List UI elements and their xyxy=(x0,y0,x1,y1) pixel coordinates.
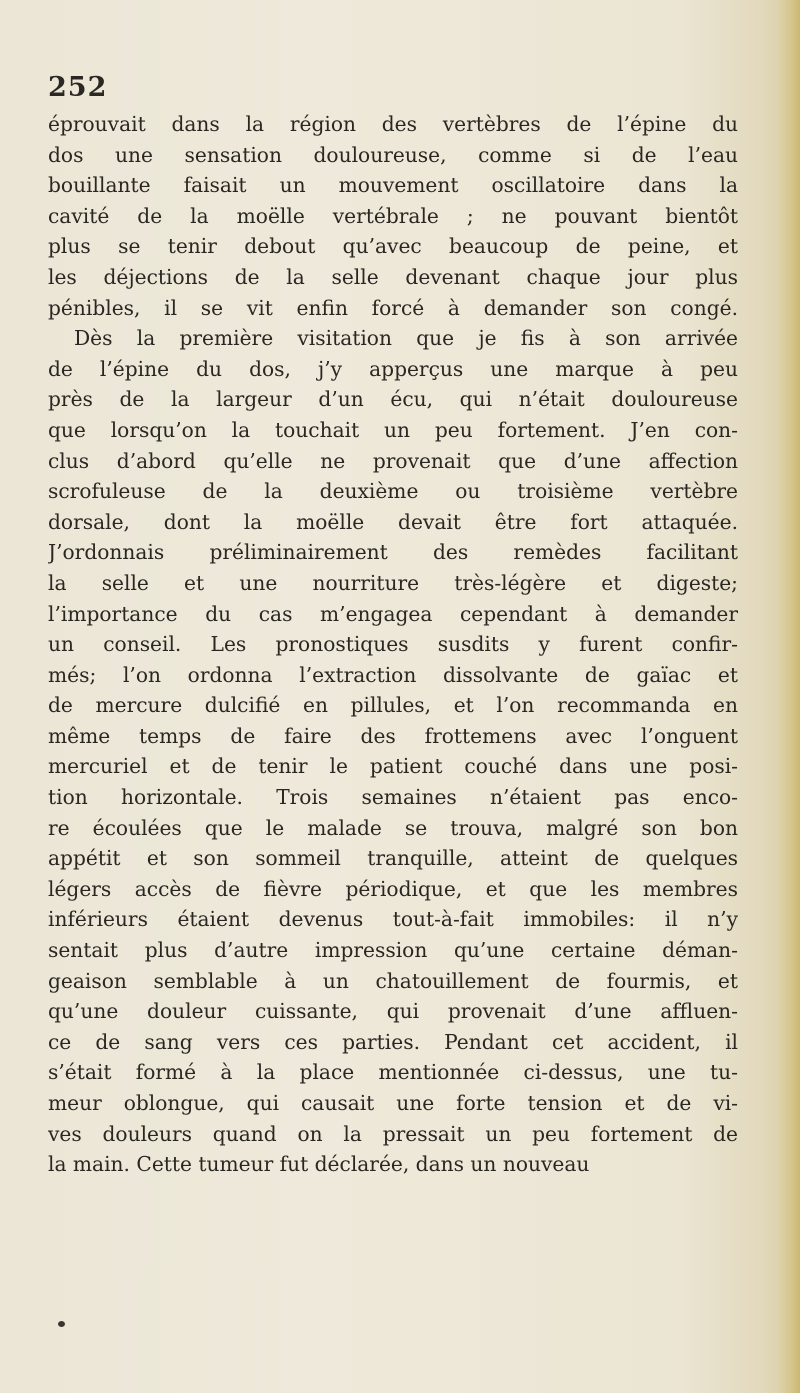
paragraph-start-line: Dès la première visitation que je fis à son arrivée xyxy=(74,326,738,351)
text-line: les déjections de la selle devenant chaque jour plus xyxy=(48,264,738,289)
text-line: scrofuleuse de la deuxième ou troisième vertèbre xyxy=(48,479,738,504)
page-number: 252 xyxy=(48,72,108,103)
text-line: cavité de la moëlle vertébrale ; ne pouvant bientôt xyxy=(48,203,738,228)
body-text xyxy=(48,109,738,1180)
text-line: un conseil. Les pronostiques susdits y furent confir- xyxy=(48,632,738,657)
text-line: inférieurs étaient devenus tout-à-fait immobiles: il n’y xyxy=(48,907,738,932)
text-line: bouillante faisait un mouvement oscillatoire dans la xyxy=(48,173,738,198)
text-line: clus d’abord qu’elle ne provenait que d’une affection xyxy=(48,448,738,473)
text-line: J’ordonnais préliminairement des remèdes facilitant xyxy=(48,540,738,565)
text-line: geaison semblable à un chatouillement de fourmis, et xyxy=(48,968,738,993)
text-line: que lorsqu’on la touchait un peu fortement. J’en con- xyxy=(48,417,738,442)
text-line: plus se tenir debout qu’avec beaucoup de peine, et xyxy=(48,234,738,259)
text-line: qu’une douleur cuissante, qui provenait d’une affluen- xyxy=(48,999,738,1024)
text-line: meur oblongue, qui causait une forte tension et de vi- xyxy=(48,1091,738,1115)
text-line: l’importance du cas m’engagea cependant à demander xyxy=(48,601,738,626)
text-line: ves douleurs quand on la pressait un peu fortement de xyxy=(48,1121,738,1146)
text-line: dorsale, dont la moëlle devait être fort attaquée. xyxy=(48,509,738,534)
text-line: près de la largeur d’un écu, qui n’était douloureuse xyxy=(48,387,738,412)
text-line: s’était formé à la place mentionnée ci-dessus, une tu- xyxy=(48,1060,738,1085)
text-line: éprouvait dans la région des vertèbres de l’épine du xyxy=(48,112,738,136)
text-line: tion horizontale. Trois semaines n’étaient pas enco- xyxy=(48,785,738,810)
text-line: de mercure dulcifié en pillules, et l’on recommanda en xyxy=(48,693,738,718)
text-line: re écoulées que le malade se trouva, malgré son bon xyxy=(48,815,738,840)
text-line: ce de sang vers ces parties. Pendant cet accident, il xyxy=(48,1029,738,1054)
text-line: légers accès de fièvre périodique, et que les membres xyxy=(48,876,738,901)
text-line: la selle et une nourriture très-légère et digeste; xyxy=(48,570,738,595)
text-line: sentait plus d’autre impression qu’une certaine déman- xyxy=(48,938,738,963)
text-line: mercuriel et de tenir le patient couché dans une posi- xyxy=(48,754,738,779)
text-line: la main. Cette tumeur fut déclarée, dans un nouveau xyxy=(48,1152,590,1177)
text-line: de l’épine du dos, j’y apperçus une marque à peu xyxy=(48,356,738,381)
text-line: appétit et son sommeil tranquille, atteint de quelques xyxy=(48,846,738,871)
ink-speck xyxy=(58,1321,65,1327)
text-line: pénibles, il se vit enfin forcé à demander son congé. xyxy=(48,295,738,320)
text-line: més; l’on ordonna l’extraction dissolvante de gaïac et xyxy=(48,662,738,687)
text-line: dos une sensation douloureuse, comme si de l’eau xyxy=(48,142,738,167)
text-line: même temps de faire des frottemens avec l’onguent xyxy=(48,723,738,748)
page-edge-shadow xyxy=(778,0,800,1393)
